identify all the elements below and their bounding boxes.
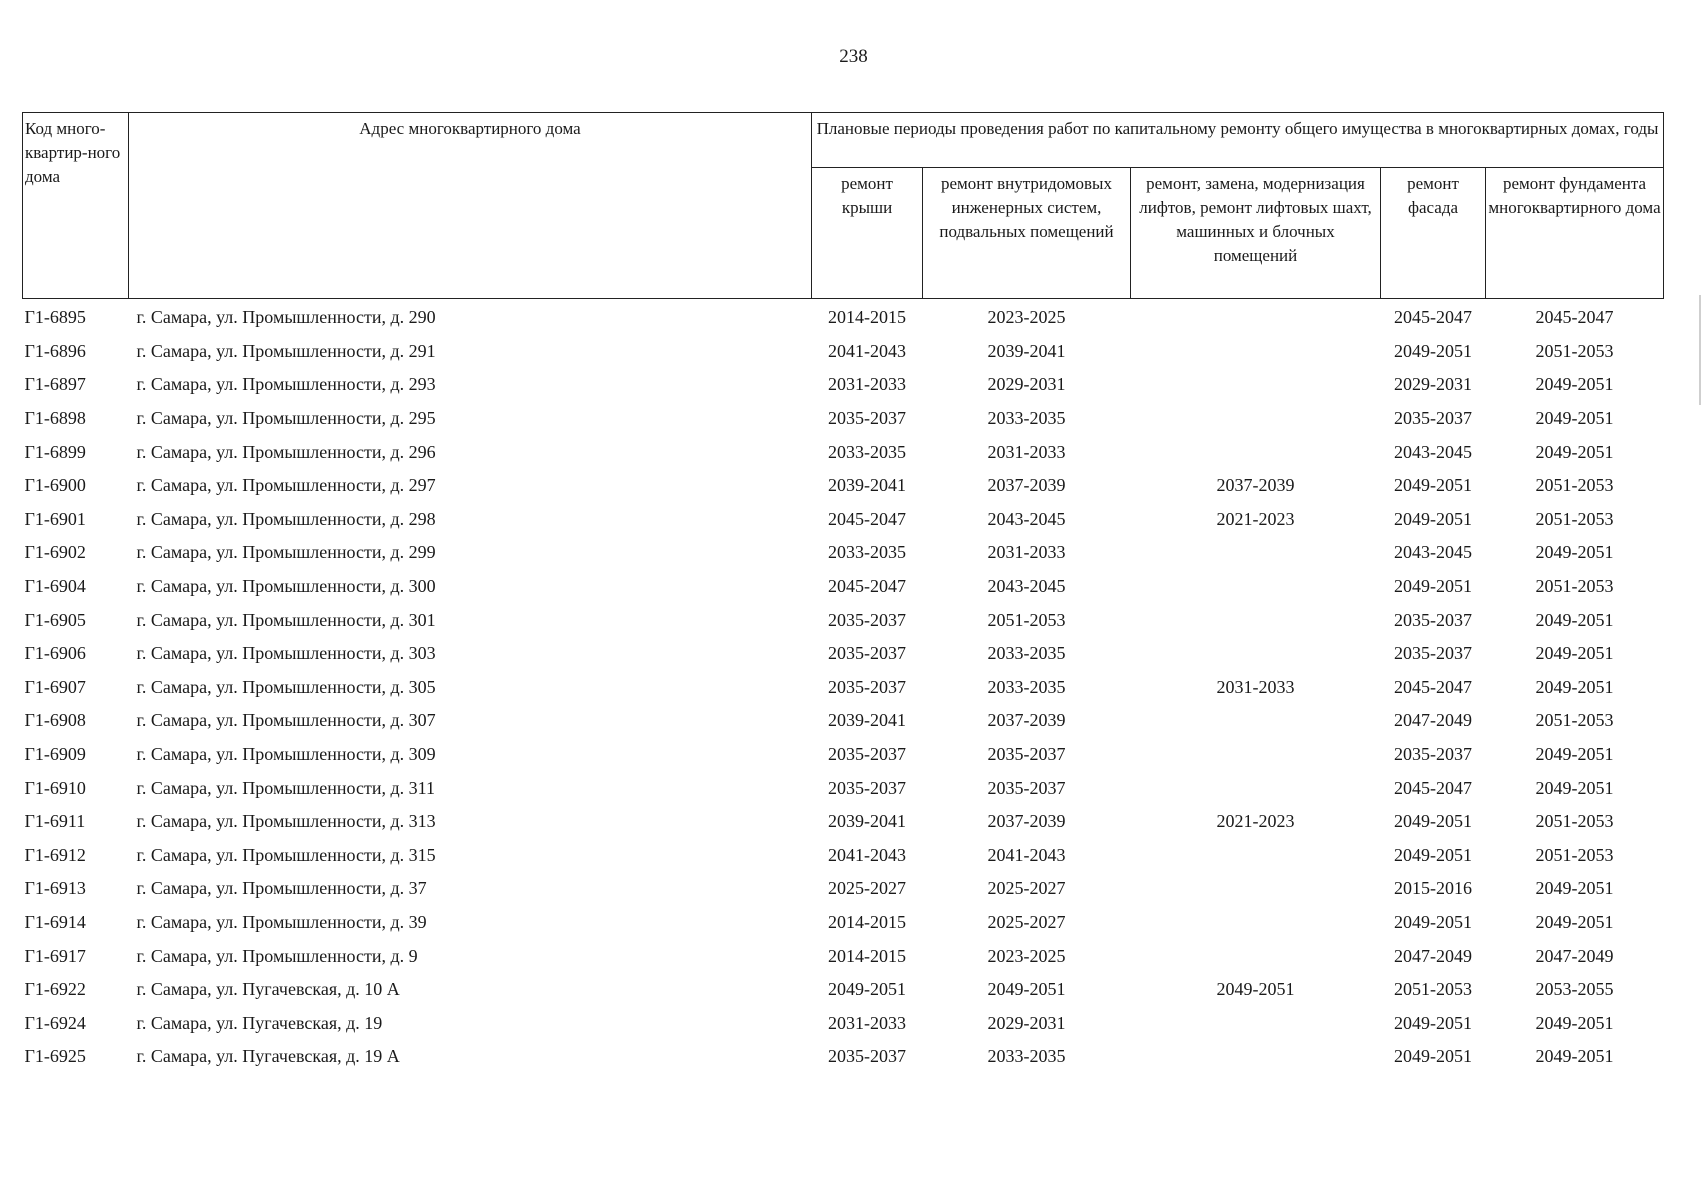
cell-engineering: 2029-2031 xyxy=(987,1012,1066,1033)
cell-foundation: 2049-2051 xyxy=(1535,374,1614,395)
cell-code: Г1-6925 xyxy=(24,1046,86,1067)
cell-lifts xyxy=(1131,1006,1381,1040)
cell-foundation: 2049-2051 xyxy=(1535,408,1614,429)
header-address: Адрес многоквартирного дома xyxy=(129,113,812,299)
header-roof: ремонт крыши xyxy=(812,168,923,299)
cell-foundation: 2051-2053 xyxy=(1535,508,1614,529)
cell-code: Г1-6895 xyxy=(24,307,86,328)
header-periods-group: Плановые периоды проведения работ по капитальному ремонту общего имущества в многоквартирных домах, годы xyxy=(812,113,1664,168)
cell-address: г. Самара, ул. Промышленности, д. 39 xyxy=(136,911,427,932)
cell-address: г. Самара, ул. Промышленности, д. 298 xyxy=(136,508,436,529)
cell-foundation: 2049-2051 xyxy=(1535,1012,1614,1033)
cell-engineering: 2033-2035 xyxy=(987,643,1066,664)
cell-roof: 2014-2015 xyxy=(828,307,906,328)
cell-code: Г1-6908 xyxy=(24,710,86,731)
cell-foundation: 2051-2053 xyxy=(1535,576,1614,597)
cell-roof: 2035-2037 xyxy=(828,777,906,798)
cell-engineering: 2023-2025 xyxy=(987,307,1066,328)
cell-code: Г1-6914 xyxy=(24,911,86,932)
cell-code: Г1-6905 xyxy=(24,609,86,630)
cell-roof: 2041-2043 xyxy=(828,844,906,865)
cell-engineering: 2023-2025 xyxy=(987,945,1066,966)
cell-foundation: 2051-2053 xyxy=(1535,475,1614,496)
cell-code: Г1-6901 xyxy=(24,508,86,529)
cell-roof: 2039-2041 xyxy=(828,475,906,496)
table-row xyxy=(23,435,1664,469)
cell-roof: 2035-2037 xyxy=(828,676,906,697)
cell-facade: 2035-2037 xyxy=(1394,744,1472,765)
cell-foundation: 2051-2053 xyxy=(1535,340,1614,361)
cell-roof: 2035-2037 xyxy=(828,744,906,765)
cell-engineering: 2029-2031 xyxy=(987,374,1066,395)
table-row xyxy=(23,939,1664,973)
cell-facade: 2029-2031 xyxy=(1394,374,1472,395)
cell-engineering: 2037-2039 xyxy=(987,475,1066,496)
cell-facade: 2049-2051 xyxy=(1394,911,1472,932)
cell-facade: 2049-2051 xyxy=(1394,576,1472,597)
cell-facade: 2049-2051 xyxy=(1394,340,1472,361)
table-header xyxy=(23,113,1664,299)
cell-roof: 2039-2041 xyxy=(828,811,906,832)
header-foundation: ремонт фундамента многоквартирного дома xyxy=(1486,168,1664,299)
cell-roof: 2031-2033 xyxy=(828,374,906,395)
cell-address: г. Самара, ул. Промышленности, д. 303 xyxy=(136,643,436,664)
cell-engineering: 2033-2035 xyxy=(987,676,1066,697)
cell-lifts xyxy=(1131,435,1381,469)
header-code: Код много-квартир-ного дома xyxy=(23,113,129,299)
cell-engineering: 2025-2027 xyxy=(987,911,1066,932)
cell-address: г. Самара, ул. Промышленности, д. 290 xyxy=(136,307,436,328)
table-row xyxy=(23,872,1664,906)
cell-roof: 2025-2027 xyxy=(828,878,906,899)
cell-lifts xyxy=(1131,603,1381,637)
cell-facade: 2049-2051 xyxy=(1394,1012,1472,1033)
cell-address: г. Самара, ул. Пугачевская, д. 19 xyxy=(136,1012,383,1033)
cell-foundation: 2049-2051 xyxy=(1535,441,1614,462)
cell-code: Г1-6907 xyxy=(24,676,86,697)
cell-lifts xyxy=(1131,335,1381,369)
cell-code: Г1-6913 xyxy=(24,878,86,899)
cell-engineering: 2031-2033 xyxy=(987,441,1066,462)
cell-engineering: 2037-2039 xyxy=(987,811,1066,832)
cell-lifts xyxy=(1131,536,1381,570)
cell-roof: 2039-2041 xyxy=(828,710,906,731)
cell-address: г. Самара, ул. Промышленности, д. 311 xyxy=(136,777,435,798)
cell-code: Г1-6924 xyxy=(24,1012,86,1033)
cell-code: Г1-6906 xyxy=(24,643,86,664)
cell-lifts xyxy=(1131,570,1381,604)
cell-address: г. Самара, ул. Промышленности, д. 305 xyxy=(136,676,436,697)
cell-facade: 2049-2051 xyxy=(1394,844,1472,865)
cell-foundation: 2051-2053 xyxy=(1535,844,1614,865)
table-row xyxy=(23,1040,1664,1074)
cell-lifts: 2049-2051 xyxy=(1216,979,1295,1000)
cell-foundation: 2049-2051 xyxy=(1535,676,1614,697)
cell-lifts xyxy=(1131,906,1381,940)
table-body xyxy=(23,299,1664,1074)
table-row xyxy=(23,335,1664,369)
cell-address: г. Самара, ул. Пугачевская, д. 19 А xyxy=(136,1046,400,1067)
cell-foundation: 2047-2049 xyxy=(1535,945,1614,966)
cell-engineering: 2039-2041 xyxy=(987,340,1066,361)
cell-facade: 2049-2051 xyxy=(1394,1046,1472,1067)
cell-foundation: 2045-2047 xyxy=(1535,307,1614,328)
cell-facade: 2045-2047 xyxy=(1394,777,1472,798)
cell-lifts xyxy=(1131,299,1381,335)
page-number: 238 xyxy=(839,46,868,67)
cell-address: г. Самара, ул. Пугачевская, д. 10 А xyxy=(136,979,400,1000)
repair-schedule-table xyxy=(22,112,1664,1074)
cell-foundation: 2049-2051 xyxy=(1535,744,1614,765)
cell-facade: 2051-2053 xyxy=(1394,979,1472,1000)
cell-address: г. Самара, ул. Промышленности, д. 301 xyxy=(136,609,436,630)
table-row xyxy=(23,402,1664,436)
cell-facade: 2047-2049 xyxy=(1394,945,1472,966)
cell-engineering: 2025-2027 xyxy=(987,878,1066,899)
cell-code: Г1-6910 xyxy=(24,777,86,798)
cell-code: Г1-6902 xyxy=(24,542,86,563)
table-row xyxy=(23,1006,1664,1040)
cell-foundation: 2051-2053 xyxy=(1535,710,1614,731)
cell-roof: 2035-2037 xyxy=(828,1046,906,1067)
cell-engineering: 2035-2037 xyxy=(987,744,1066,765)
cell-lifts: 2021-2023 xyxy=(1216,811,1295,832)
cell-roof: 2035-2037 xyxy=(828,408,906,429)
cell-foundation: 2049-2051 xyxy=(1535,643,1614,664)
cell-engineering: 2035-2037 xyxy=(987,777,1066,798)
table-row xyxy=(23,704,1664,738)
cell-roof: 2033-2035 xyxy=(828,542,906,563)
cell-code: Г1-6898 xyxy=(24,408,86,429)
cell-address: г. Самара, ул. Промышленности, д. 293 xyxy=(136,374,436,395)
cell-engineering: 2033-2035 xyxy=(987,408,1066,429)
cell-engineering: 2041-2043 xyxy=(987,844,1066,865)
cell-address: г. Самара, ул. Промышленности, д. 299 xyxy=(136,542,436,563)
cell-address: г. Самара, ул. Промышленности, д. 297 xyxy=(136,475,436,496)
cell-lifts xyxy=(1131,368,1381,402)
cell-engineering: 2049-2051 xyxy=(987,979,1066,1000)
cell-facade: 2015-2016 xyxy=(1394,878,1472,899)
cell-roof: 2041-2043 xyxy=(828,340,906,361)
header-facade: ремонт фасада xyxy=(1381,168,1486,299)
cell-code: Г1-6909 xyxy=(24,744,86,765)
cell-foundation: 2049-2051 xyxy=(1535,609,1614,630)
cell-facade: 2035-2037 xyxy=(1394,609,1472,630)
cell-lifts xyxy=(1131,704,1381,738)
cell-foundation: 2049-2051 xyxy=(1535,1046,1614,1067)
cell-lifts: 2021-2023 xyxy=(1216,508,1295,529)
cell-facade: 2047-2049 xyxy=(1394,710,1472,731)
cell-roof: 2035-2037 xyxy=(828,643,906,664)
table-row xyxy=(23,603,1664,637)
cell-lifts xyxy=(1131,839,1381,873)
cell-facade: 2045-2047 xyxy=(1394,676,1472,697)
cell-roof: 2045-2047 xyxy=(828,576,906,597)
cell-foundation: 2049-2051 xyxy=(1535,878,1614,899)
cell-address: г. Самара, ул. Промышленности, д. 296 xyxy=(136,441,436,462)
cell-roof: 2049-2051 xyxy=(828,979,906,1000)
cell-roof: 2014-2015 xyxy=(828,911,906,932)
table-row xyxy=(23,637,1664,671)
cell-lifts xyxy=(1131,872,1381,906)
cell-foundation: 2049-2051 xyxy=(1535,911,1614,932)
table-row xyxy=(23,973,1664,1007)
table-row xyxy=(23,299,1664,335)
cell-lifts: 2031-2033 xyxy=(1216,676,1295,697)
table-row xyxy=(23,738,1664,772)
header-engineering: ремонт внутридомовых инженерных систем, подвальных помещений xyxy=(923,168,1131,299)
cell-facade: 2049-2051 xyxy=(1394,508,1472,529)
cell-address: г. Самара, ул. Промышленности, д. 300 xyxy=(136,576,436,597)
cell-engineering: 2043-2045 xyxy=(987,508,1066,529)
cell-roof: 2045-2047 xyxy=(828,508,906,529)
cell-roof: 2035-2037 xyxy=(828,609,906,630)
cell-engineering: 2043-2045 xyxy=(987,576,1066,597)
cell-foundation: 2049-2051 xyxy=(1535,777,1614,798)
table-row xyxy=(23,671,1664,705)
scan-edge-mark xyxy=(1699,295,1701,405)
cell-lifts xyxy=(1131,738,1381,772)
cell-code: Г1-6904 xyxy=(24,576,86,597)
table-row xyxy=(23,805,1664,839)
cell-address: г. Самара, ул. Промышленности, д. 37 xyxy=(136,878,427,899)
cell-address: г. Самара, ул. Промышленности, д. 313 xyxy=(136,811,436,832)
cell-foundation: 2053-2055 xyxy=(1535,979,1614,1000)
cell-lifts xyxy=(1131,771,1381,805)
cell-foundation: 2051-2053 xyxy=(1535,811,1614,832)
table-row xyxy=(23,839,1664,873)
cell-code: Г1-6911 xyxy=(24,811,86,832)
cell-lifts xyxy=(1131,402,1381,436)
cell-address: г. Самара, ул. Промышленности, д. 315 xyxy=(136,844,436,865)
cell-engineering: 2037-2039 xyxy=(987,710,1066,731)
table-row xyxy=(23,771,1664,805)
cell-code: Г1-6899 xyxy=(24,441,86,462)
header-lifts: ремонт, замена, модернизация лифтов, ремонт лифтовых шахт, машинных и блочных помещений xyxy=(1131,168,1381,299)
cell-code: Г1-6917 xyxy=(24,945,86,966)
cell-foundation: 2049-2051 xyxy=(1535,542,1614,563)
table-row xyxy=(23,503,1664,537)
cell-address: г. Самара, ул. Промышленности, д. 307 xyxy=(136,710,436,731)
cell-address: г. Самара, ул. Промышленности, д. 295 xyxy=(136,408,436,429)
cell-lifts xyxy=(1131,1040,1381,1074)
cell-roof: 2014-2015 xyxy=(828,945,906,966)
table-row xyxy=(23,536,1664,570)
cell-facade: 2049-2051 xyxy=(1394,475,1472,496)
cell-facade: 2035-2037 xyxy=(1394,643,1472,664)
cell-engineering: 2033-2035 xyxy=(987,1046,1066,1067)
cell-code: Г1-6912 xyxy=(24,844,86,865)
cell-facade: 2043-2045 xyxy=(1394,542,1472,563)
table-row xyxy=(23,906,1664,940)
cell-lifts xyxy=(1131,637,1381,671)
table-row xyxy=(23,368,1664,402)
table-row xyxy=(23,570,1664,604)
cell-roof: 2031-2033 xyxy=(828,1012,906,1033)
cell-facade: 2049-2051 xyxy=(1394,811,1472,832)
cell-address: г. Самара, ул. Промышленности, д. 291 xyxy=(136,340,436,361)
cell-code: Г1-6900 xyxy=(24,475,86,496)
cell-facade: 2035-2037 xyxy=(1394,408,1472,429)
table-row xyxy=(23,469,1664,503)
cell-engineering: 2051-2053 xyxy=(987,609,1066,630)
cell-code: Г1-6896 xyxy=(24,340,86,361)
cell-lifts xyxy=(1131,939,1381,973)
cell-facade: 2043-2045 xyxy=(1394,441,1472,462)
cell-lifts: 2037-2039 xyxy=(1216,475,1295,496)
cell-address: г. Самара, ул. Промышленности, д. 309 xyxy=(136,744,436,765)
cell-roof: 2033-2035 xyxy=(828,441,906,462)
cell-code: Г1-6897 xyxy=(24,374,86,395)
cell-facade: 2045-2047 xyxy=(1394,307,1472,328)
cell-code: Г1-6922 xyxy=(24,979,86,1000)
cell-address: г. Самара, ул. Промышленности, д. 9 xyxy=(136,945,418,966)
cell-engineering: 2031-2033 xyxy=(987,542,1066,563)
